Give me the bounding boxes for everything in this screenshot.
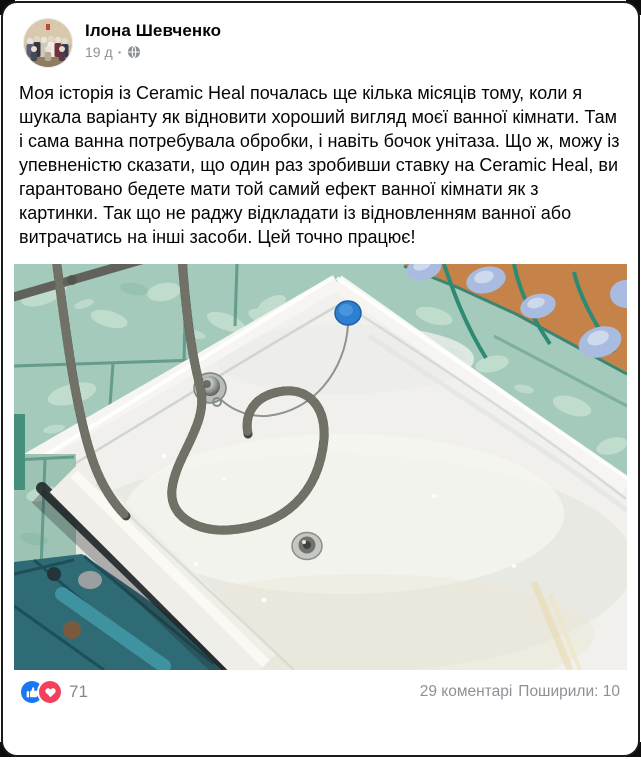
avatar[interactable] — [23, 18, 73, 68]
post-header — [14, 16, 627, 68]
love-reaction-icon[interactable] — [39, 681, 61, 703]
shares-count[interactable]: Поширили: 10 — [518, 683, 620, 700]
separator: · — [117, 44, 123, 61]
timestamp[interactable]: 19 д — [85, 44, 113, 61]
teal-corner-trim — [14, 414, 25, 490]
globe-icon — [127, 45, 141, 59]
avatar-group-photo — [24, 19, 72, 67]
bottom-drain — [292, 533, 322, 560]
rag-object — [78, 571, 102, 589]
author-name[interactable]: Ілона Шевченко — [85, 21, 222, 40]
reaction-icons[interactable] — [21, 681, 61, 703]
heart-icon — [44, 686, 57, 699]
reactions-count[interactable]: 71 — [69, 682, 88, 701]
timestamp-row[interactable] — [85, 44, 221, 60]
post-photo[interactable] — [14, 264, 627, 670]
post-body-text: Моя історія із Ceramic Heal почалась ще кілька місяців тому, коли я шукала варіанту як відновити хороший вигляд моєї ванної кімнати. Там і сама ванна потребувала обробки, і навіть бочок унітаза. Що ж, можу із упевненістю сказати, що один раз зробивши ставку на Ceramic Heal, ви гарантовано бедете мати той самий ефект ванної кімнати як з картинки. Так що не раджу відкладати із відновленням ванної або витрачатись на інші засоби. Цей точно працює! — [19, 83, 620, 247]
comments-shares — [420, 683, 620, 701]
facebook-post-card — [1, 1, 640, 757]
header-meta — [85, 18, 221, 60]
post-footer — [14, 670, 627, 703]
thumbs-up-icon — [26, 686, 39, 699]
comments-count[interactable]: 29 коментарі — [419, 683, 513, 700]
rust-object — [63, 621, 81, 639]
